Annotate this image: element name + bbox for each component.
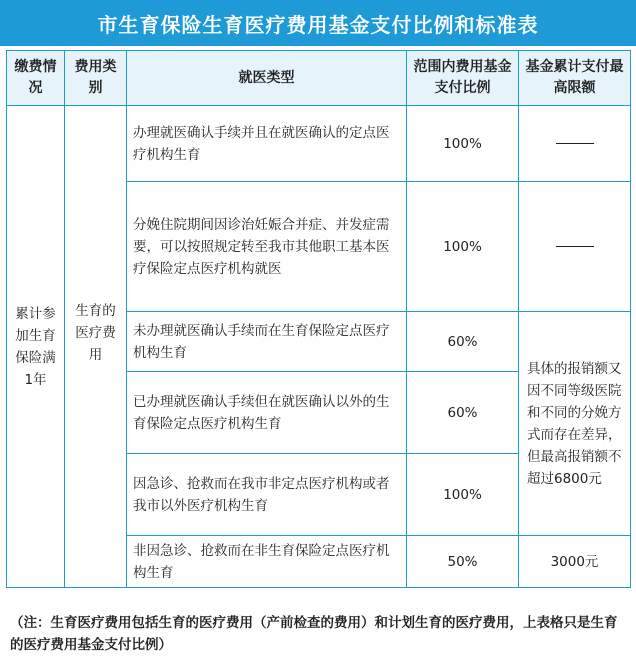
header-limit: 基金累计支付最高限额 — [519, 51, 631, 106]
type-cell: 非因急诊、抢救而在非生育保险定点医疗机构生育 — [127, 536, 407, 588]
ratio-cell: 100% — [407, 454, 519, 536]
table-row — [7, 106, 631, 182]
merged-limit-cell: 具体的报销额又因不同等级医院和不同的分娩方式而存在差异，但最高报销额不超过6800元 — [519, 312, 631, 536]
ratio-cell: 100% — [407, 106, 519, 182]
type-cell: 未办理就医确认手续而在生育保险定点医疗机构生育 — [127, 312, 407, 372]
type-cell: 因急诊、抢救而在我市非定点医疗机构或者我市以外医疗机构生育 — [127, 454, 407, 536]
ratio-cell: 60% — [407, 312, 519, 372]
page-title: 市生育保险生育医疗费用基金支付比例和标准表 — [0, 0, 636, 46]
cost-category-cell: 生育的医疗费用 — [65, 106, 127, 588]
header-cost: 费用类别 — [65, 51, 127, 106]
type-cell: 已办理就医确认手续但在就医确认以外的生育保险定点医疗机构生育 — [127, 372, 407, 454]
ratio-cell: 100% — [407, 182, 519, 312]
footnote: （注：生育医疗费用包括生育的医疗费用（产前检查的费用）和计划生育的医疗费用，上表格只是生育的医疗费用基金支付比例） — [10, 615, 618, 653]
table-header-row — [7, 51, 631, 106]
ratio-cell: 60% — [407, 372, 519, 454]
ratio-cell: 50% — [407, 536, 519, 588]
dash-mark — [556, 143, 594, 144]
limit-cell — [519, 106, 631, 182]
header-ratio: 范围内费用基金支付比例 — [407, 51, 519, 106]
header-type: 就医类型 — [127, 51, 407, 106]
header-pay: 缴费情况 — [7, 51, 65, 106]
type-cell: 办理就医确认手续并且在就医确认的定点医疗机构生育 — [127, 106, 407, 182]
dash-mark — [556, 246, 594, 247]
limit-cell: 3000元 — [519, 536, 631, 588]
limit-cell — [519, 182, 631, 312]
type-cell: 分娩住院期间因诊治妊娠合并症、并发症需要，可以按照规定转至我市其他职工基本医疗保险定点医疗机构就医 — [127, 182, 407, 312]
payment-table — [6, 50, 631, 588]
pay-status-cell: 累计参加生育保险满1年 — [7, 106, 65, 588]
